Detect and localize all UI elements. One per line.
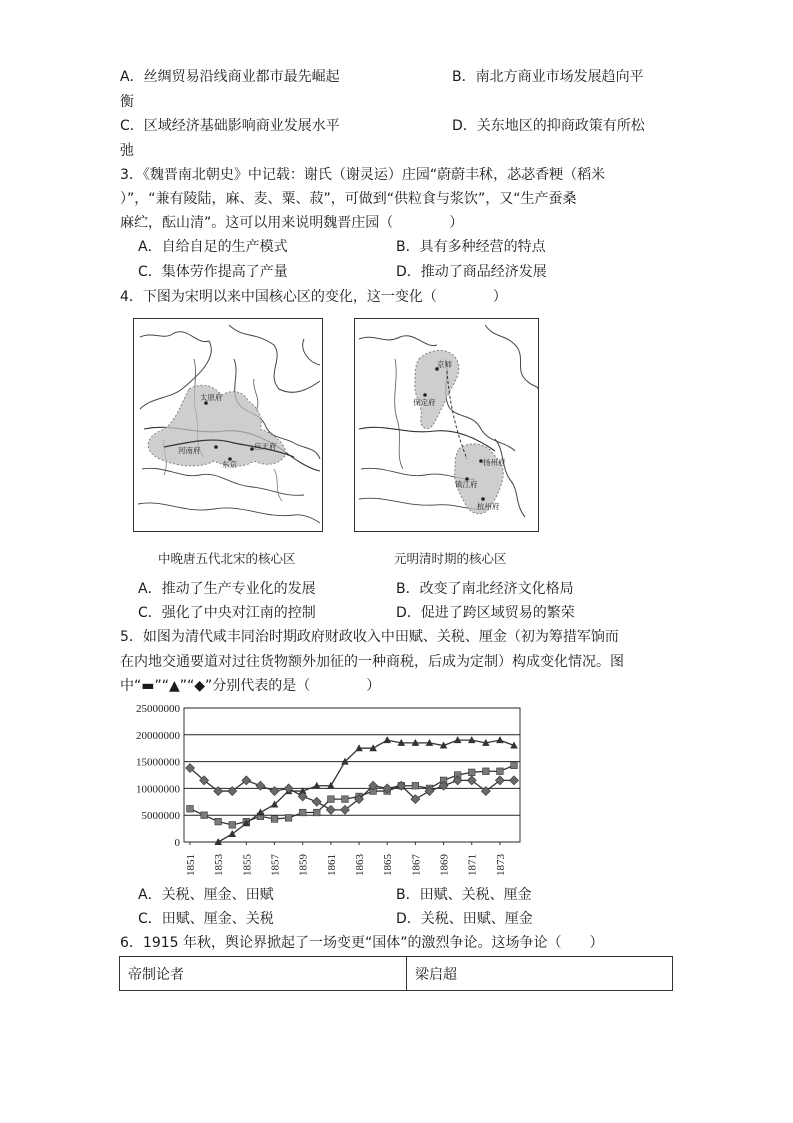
data-point-triangle (496, 736, 504, 743)
data-point-triangle (257, 809, 265, 816)
chart-x-axis (185, 842, 507, 876)
q4-option-c: C．强化了中央对江南的控制 (138, 605, 316, 621)
q3-stem-line1: 3．《魏晋南北朝史》中记载：谢氏（谢灵运）庄园“蔚蔚丰秫，苾苾香粳（稻米 (120, 167, 606, 183)
data-point-square (412, 782, 419, 789)
map1-label-taiyuan: 太原府 (200, 393, 223, 402)
data-point-triangle (228, 830, 236, 837)
q3-option-d: D．推动了商品经济发展 (396, 264, 547, 280)
x-tick-label: 1853 (213, 854, 226, 876)
x-tick-label: 1867 (410, 854, 423, 876)
q3-stem-line2: ）”，“兼有陵陆，麻、麦、粟、菽”，可做到“供粒食与浆饮”，又“生产蚕桑 (120, 191, 577, 207)
data-point-triangle (383, 736, 391, 743)
data-point-square (342, 796, 349, 803)
q2-option-b-cont: 衡 (120, 94, 134, 110)
map-yuan-ming-qing-svg (355, 319, 538, 531)
data-point-square (271, 816, 278, 823)
map2-label-zhenjiang: 镇江府 (455, 480, 478, 489)
y-tick-label: 15000000 (136, 756, 180, 769)
y-tick-label: 25000000 (136, 703, 180, 715)
map-yuan-ming-qing-core-region (354, 318, 539, 532)
q2-option-c: C．区域经济基础影响商业发展水平 (120, 118, 340, 134)
data-point-square (328, 796, 335, 803)
map1-label-dongjing: 东京 (222, 460, 237, 469)
data-point-square (483, 768, 490, 775)
map2-label-yangzhou: 扬州府 (483, 458, 506, 467)
data-point-square (187, 805, 194, 812)
y-tick-label: 20000000 (136, 729, 180, 742)
data-point-diamond (326, 805, 335, 814)
data-point-square (201, 812, 208, 819)
table-row (120, 957, 673, 991)
map1-caption: 中晚唐五代北宋的核心区 (158, 551, 296, 566)
q2-option-d: D．关东地区的抑商政策有所松 (452, 118, 645, 134)
q5-option-c: C．田赋、厘金、关税 (138, 911, 274, 927)
map2-label-hangzhou: 杭州府 (477, 502, 500, 511)
x-tick-label: 1851 (185, 854, 197, 876)
x-tick-label: 1865 (382, 854, 395, 876)
q6-stem: 6．1915 年秋，舆论界掀起了一场变更“国体”的激烈争论。这场争论（ ） (120, 935, 604, 951)
chart-series (186, 736, 519, 845)
data-point-square (468, 769, 475, 776)
map1-label-henan: 河南府 (178, 446, 201, 455)
q2-option-d-cont: 弛 (120, 143, 134, 159)
q5-option-b: B．田赋、关税、厘金 (396, 887, 532, 903)
data-point-diamond (312, 797, 321, 806)
y-tick-label: 0 (174, 837, 180, 849)
q3-option-b: B．具有多种经营的特点 (396, 239, 546, 255)
x-tick-label: 1863 (354, 854, 367, 876)
series-line (190, 768, 514, 810)
data-point-square (497, 768, 504, 775)
data-point-square (229, 822, 236, 829)
q5-stem-line3: 中“▬”“▲”“◆”分别代表的是（ ） (120, 678, 381, 694)
revenue-line-chart (118, 700, 528, 878)
y-tick-label: 5000000 (141, 810, 180, 823)
q4-stem: 4．下图为宋明以来中国核心区的变化，这一变化（ ） (120, 289, 507, 305)
data-point-square (215, 818, 222, 825)
x-tick-label: 1855 (241, 854, 254, 876)
x-tick-label: 1873 (494, 854, 507, 876)
series-line (218, 740, 514, 842)
map2-label-jingshi: 京师 (437, 360, 452, 369)
x-tick-label: 1859 (297, 854, 310, 876)
q5-option-a: A．关税、厘金、田赋 (138, 887, 274, 903)
map-tang-song-svg (134, 319, 322, 531)
q2-option-b: B．南北方商业市场发展趋向平 (452, 69, 644, 85)
series-line (190, 765, 514, 824)
x-tick-label: 1861 (325, 854, 338, 876)
data-point-square (299, 809, 306, 816)
q3-option-a: A．自给自足的生产模式 (138, 239, 288, 255)
q4-option-a: A．推动了生产专业化的发展 (138, 581, 316, 597)
series-triangle (214, 736, 517, 845)
data-point-square (511, 762, 518, 769)
data-point-diamond (510, 776, 519, 785)
map2-caption: 元明清时期的核心区 (394, 551, 507, 566)
q5-stem-line2: 在内地交通要道对过往货物额外加征的一种商税，后成为定制）构成变化情况。图 (120, 654, 624, 670)
series-square (187, 762, 518, 828)
map1-label-yingtian: 应天府 (254, 442, 277, 451)
q5-option-d: D．关税、田赋、厘金 (396, 911, 533, 927)
data-point-square (285, 815, 292, 822)
y-tick-label: 10000000 (136, 783, 180, 796)
q4-option-b: B．改变了南北经济文化格局 (396, 581, 574, 597)
q5-stem-line1: 5．如图为清代咸丰同治时期政府财政收入中田赋、关税、厘金（初为筹措军饷而 (120, 629, 619, 645)
x-tick-label: 1857 (269, 854, 282, 876)
q3-stem-line3: 麻纻，酝山清”。这可以用来说明魏晋庄园（ ） (120, 215, 464, 231)
q2-option-a: A．丝绸贸易沿线商业都市最先崛起 (120, 69, 340, 85)
map-tang-song-core-region (133, 318, 323, 532)
chart-y-axis (136, 703, 181, 849)
x-tick-label: 1869 (438, 854, 451, 876)
data-point-square (313, 809, 320, 816)
x-tick-label: 1871 (466, 854, 479, 876)
q3-option-c: C．集体劳作提高了产量 (138, 264, 288, 280)
q6-table-cell-liang-qichao: 梁启超 (407, 957, 673, 991)
map2-label-baoding: 保定府 (413, 398, 436, 407)
q6-table (119, 956, 673, 991)
q4-option-d: D．促进了跨区域贸易的繁荣 (396, 605, 575, 621)
q6-table-cell-monarchists: 帝制论者 (120, 957, 407, 991)
